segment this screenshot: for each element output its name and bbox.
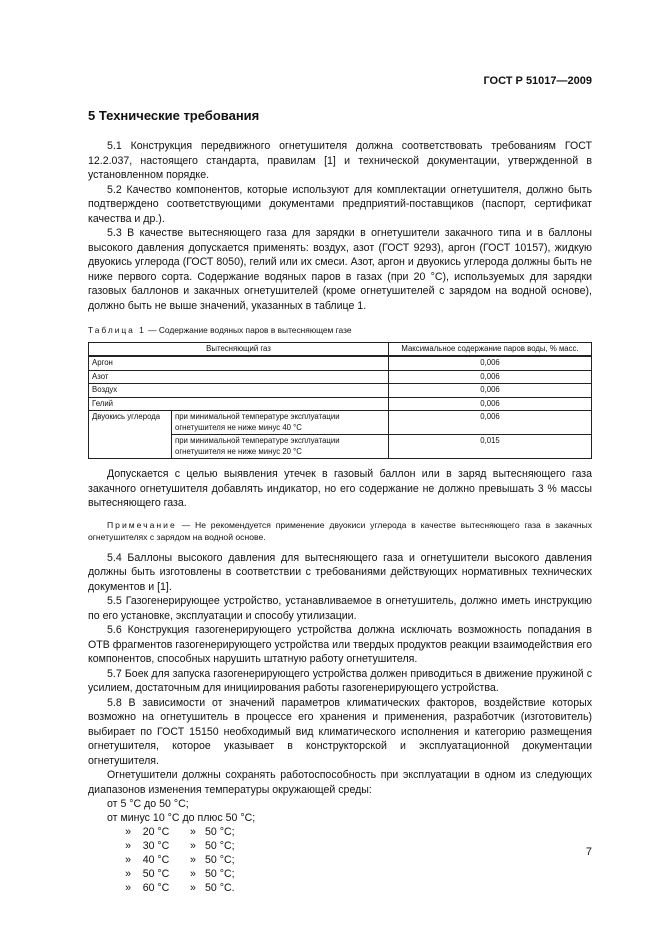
table-row — [89, 384, 592, 398]
table-header-max: Максимальное содержание паров воды, % масс. — [389, 342, 592, 356]
range-part: » — [190, 840, 196, 852]
range-item — [107, 881, 592, 895]
range-part: » — [190, 868, 196, 880]
document-body — [88, 108, 592, 895]
table-cell-value: 0,006 — [389, 356, 592, 370]
range-part: » — [190, 826, 196, 838]
range-part: 50 °С; — [205, 854, 235, 866]
range-part: » — [125, 826, 131, 838]
range-part: » — [125, 882, 131, 894]
section-heading: 5 Технические требования — [88, 108, 260, 123]
range-part: 30 °С — [142, 840, 170, 852]
table-row — [89, 397, 592, 411]
range-part: 50 °С; — [205, 840, 235, 852]
table-row — [89, 370, 592, 384]
paragraph: Допускается с целью выявления утечек в газовый баллон или в заряд вытесняющего газа закачного огнетушителя добавлять индикатор, но его содержание не должно превышать 3 % массы вытесняющего газа. — [88, 468, 592, 509]
paragraph: 5.2 Качество компонентов, которые используют для комплектации огнетушителя, должно быть подтверждено соответствующими документами предприятий-поставщиков (паспорт, сертификат качества и др.). — [88, 183, 592, 225]
temperature-ranges — [107, 797, 592, 895]
range-part: » — [125, 854, 131, 866]
paragraphs-group-2 — [88, 551, 592, 798]
table-cell-gas: Гелий — [89, 397, 389, 411]
standard-header: ГОСТ Р 51017—2009 — [483, 75, 592, 87]
paragraph: 5.1 Конструкция передвижного огнетушителя должна соответствовать требованиям ГОСТ 12.2.037, настоящего стандарта, правилам [1] и технической документации, утвержденной в установленном порядке. — [88, 140, 592, 181]
table-cell-value: 0,006 — [389, 370, 592, 384]
table-cell-condition: при минимальной температуре эксплуатации огнетушителя не ниже минус 40 °С — [172, 411, 389, 435]
table-cell-value: 0,006 — [389, 411, 592, 435]
water-vapor-table — [88, 342, 592, 460]
range-part: 20 °С — [142, 826, 170, 838]
paragraphs-group-1 — [88, 139, 592, 313]
paragraph: 5.5 Газогенерирующее устройство, устанавливаемое в огнетушитель, должно иметь инструкцию по его установке, эксплуатации и способу утилизации. — [88, 595, 592, 622]
paragraph: 5.7 Боек для запуска газогенерирующего устройства должен приводиться в движение пружиной с усилием, достаточным для инициирования работы газогенерирующего устройства. — [88, 667, 592, 694]
range-item — [107, 839, 592, 853]
table-row — [89, 411, 592, 435]
table-cell-value: 0,006 — [389, 397, 592, 411]
table-row — [89, 356, 592, 370]
table-cell-gas: Воздух — [89, 384, 389, 398]
paragraph: 5.3 В качестве вытесняющего газа для зарядки в огнетушители закачного типа и в баллоны высокого давления допускается применять: воздух, азот (ГОСТ 9293), аргон (ГОСТ 10157), жидкую двуокись углерода (ГОСТ 8050), гелий или их смеси. Азот, аргон и двуокись углерода должны быть не ниже первого сорта. Содержание водяных паров в газах (при 20 °С), используемых для зарядки газовых баллонов и закачных огнетушителей (кроме огнетушителей с зарядом на водной основе), должно быть не выше значений, указанных в таблице 1. — [88, 227, 592, 312]
range-part: 40 °С — [142, 854, 170, 866]
table-cell-gas: Двуокись углерода — [89, 411, 172, 459]
range-item — [107, 867, 592, 881]
table-header-gas: Вытесняющий газ — [89, 342, 389, 356]
table-cell-gas: Аргон — [89, 356, 389, 370]
table-caption-label: Таблица 1 — [88, 325, 146, 335]
range-part: » — [125, 840, 131, 852]
paragraph: 5.6 Конструкция газогенерирующего устройства должна исключать возможность попадания в ОТВ фрагментов газогенерирующего устройства или твердых продуктов реакции взаимодействия его компонентов, способных нарушить штатную работу огнетушителя. — [88, 624, 592, 665]
note-text: — Не рекомендуется применение двуокиси углерода в качестве вытесняющего газа в закачных огнетушителях с зарядом на водной основе. — [88, 519, 592, 542]
range-item: от минус 10 °С до плюс 50 °С; — [107, 812, 256, 824]
paragraph: 5.8 В зависимости от значений параметров климатических факторов, воздействие которых возможно на огнетушитель в процессе его хранения и применения, разработчик (изготовитель) выбирает по ГОСТ 15150 необходимый вид климатического исполнения и категорию размещения огнетушителя, которое указывает в конструкторской и эксплуатационной документации огнетушителя. — [88, 696, 592, 767]
range-part: 50 °С; — [205, 868, 235, 880]
range-part: 50 °С. — [205, 882, 235, 894]
range-part: 50 °С; — [205, 826, 235, 838]
table-cell-value: 0,006 — [389, 384, 592, 398]
range-part: » — [125, 868, 131, 880]
range-item — [107, 853, 592, 867]
range-part: » — [190, 882, 196, 894]
note-label: Примечание — [107, 519, 177, 530]
note — [88, 519, 592, 543]
range-part: 60 °С — [142, 882, 170, 894]
range-part: » — [190, 854, 196, 866]
paragraph: Огнетушители должны сохранять работоспособность при эксплуатации в одном из следующих диапазонов изменения температуры окружающей среды: — [88, 769, 592, 796]
table-caption — [88, 323, 592, 338]
range-item — [107, 825, 592, 839]
table-caption-text: — Содержание водяных паров в вытесняющем газе — [145, 325, 352, 335]
range-item: от 5 °С до 50 °С; — [107, 798, 189, 810]
page-number: 7 — [585, 846, 592, 858]
table-cell-value: 0,015 — [389, 435, 592, 459]
range-part: 50 °С — [142, 868, 170, 880]
table-cell-condition: при минимальной температуре эксплуатации огнетушителя не ниже минус 20 °С — [172, 435, 389, 459]
table-cell-gas: Азот — [89, 370, 389, 384]
paragraph: 5.4 Баллоны высокого давления для вытесняющего газа и огнетушители высокого давления должны быть изготовлены в соответствии с требованиями действующих нормативных технических документов и [1]. — [88, 551, 592, 593]
